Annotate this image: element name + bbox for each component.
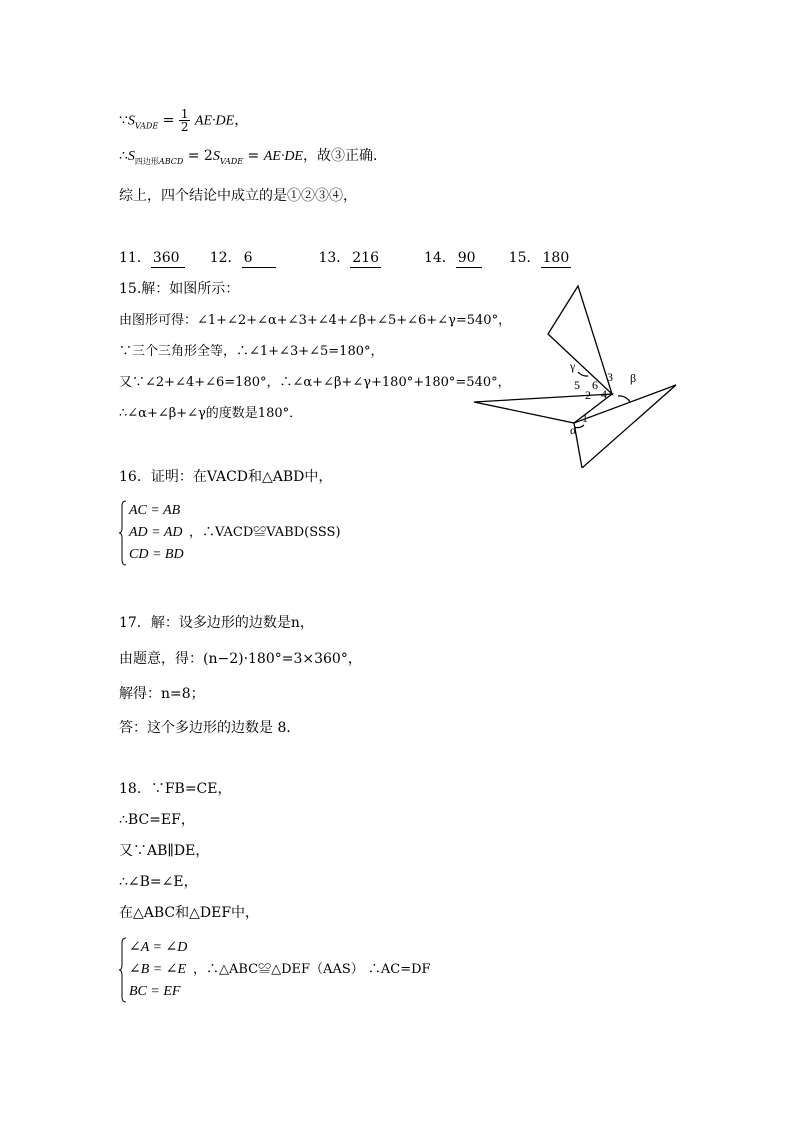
q16-brace-system bbox=[119, 500, 419, 566]
answer-11-value: 360 bbox=[151, 249, 185, 268]
q17-title: 17．解：设多边形的边数是n， bbox=[119, 615, 314, 631]
answer-13-number: 13． bbox=[318, 250, 351, 266]
q18-title: 18．∵FB=CE， bbox=[119, 781, 232, 797]
text-line-area-conclusion: $\therefore S_{四边形ABCD} = 2S_{VADE} = AE\cdot DE$，故③正确． bbox=[119, 148, 387, 166]
label-1: 1 bbox=[582, 411, 588, 425]
triangle-left bbox=[474, 394, 612, 423]
label-4: 4 bbox=[601, 387, 607, 401]
q18-condition-1: ∠A = ∠D bbox=[129, 940, 188, 955]
triangle-top bbox=[548, 286, 612, 394]
q15-title: 15.解：如图所示： bbox=[119, 281, 240, 297]
answer-15-value: 180 bbox=[542, 250, 570, 266]
answer-13-value: 216 bbox=[352, 250, 380, 266]
q15-line-2: ∵三个三角形全等，∴∠1+∠3+∠5=180°， bbox=[119, 344, 384, 359]
q17-line-3: 答：这个多边形的边数是 8． bbox=[119, 720, 301, 736]
label-gamma: γ bbox=[570, 359, 576, 373]
answer-15-number: 15． bbox=[508, 250, 541, 266]
q16-condition-1: AC = AB bbox=[129, 503, 181, 518]
answers-row bbox=[119, 249, 571, 268]
summary-line: 综上，四个结论中成立的是①②③④， bbox=[119, 188, 357, 204]
q16-conclusion: ，∴VACD≌VABD(SSS) bbox=[189, 525, 341, 540]
q18-condition-3: BC = EF bbox=[129, 984, 181, 999]
q18-line-4: 在△ABC和△DEF中， bbox=[119, 905, 260, 921]
three-triangles-figure bbox=[470, 282, 686, 468]
label-2: 2 bbox=[585, 388, 591, 402]
q18-condition-2: ∠B = ∠E bbox=[129, 962, 187, 977]
label-beta: β bbox=[630, 371, 637, 385]
q16-title: 16．证明：在VACD和△ABD中， bbox=[119, 469, 333, 485]
answer-12-value: 6 bbox=[242, 249, 276, 268]
q18-line-3: ∴∠B=∠E， bbox=[119, 874, 198, 890]
arc-beta bbox=[618, 396, 630, 402]
q15-line-1: 由图形可得：∠1+∠2+∠α+∠3+∠4+∠β+∠5+∠6+∠γ=540°， bbox=[119, 313, 512, 328]
q16-condition-2: AD = AD bbox=[129, 525, 183, 540]
label-alpha: α bbox=[570, 423, 577, 437]
q18-conclusion: ，∴△ABC≌△DEF（AAS） ∴AC=DF bbox=[193, 962, 431, 977]
q18-line-1: ∴BC=EF， bbox=[119, 812, 195, 828]
q18-line-2: 又∵AB∥DE， bbox=[119, 843, 210, 859]
label-6: 6 bbox=[592, 378, 598, 392]
answer-12-number: 12． bbox=[209, 250, 242, 266]
text-line-area-formula: $\because S_{VADE}$ = $\frac{1}{2}$ AE·DE， bbox=[119, 107, 249, 134]
left-brace-icon bbox=[119, 937, 127, 1003]
arc-gamma bbox=[578, 372, 588, 376]
answer-11-number: 11． bbox=[119, 250, 151, 266]
q17-line-2: 解得：n=8； bbox=[119, 686, 205, 702]
answer-14-number: 14． bbox=[423, 250, 456, 266]
q16-condition-3: CD = BD bbox=[129, 547, 184, 562]
label-5: 5 bbox=[574, 378, 580, 392]
answer-14-value: 90 bbox=[456, 249, 482, 268]
left-brace-icon bbox=[119, 500, 127, 566]
q15-line-4: ∴∠α+∠β+∠γ的度数是180°． bbox=[119, 406, 303, 421]
label-3: 3 bbox=[607, 370, 613, 384]
q18-brace-system bbox=[119, 937, 539, 1003]
q15-line-3: 又∵∠2+∠4+∠6=180°，∴∠α+∠β+∠γ+180°+180°=540°， bbox=[119, 375, 511, 390]
q17-line-1: 由题意，得：(n−2)·180°=3×360°， bbox=[119, 651, 362, 667]
